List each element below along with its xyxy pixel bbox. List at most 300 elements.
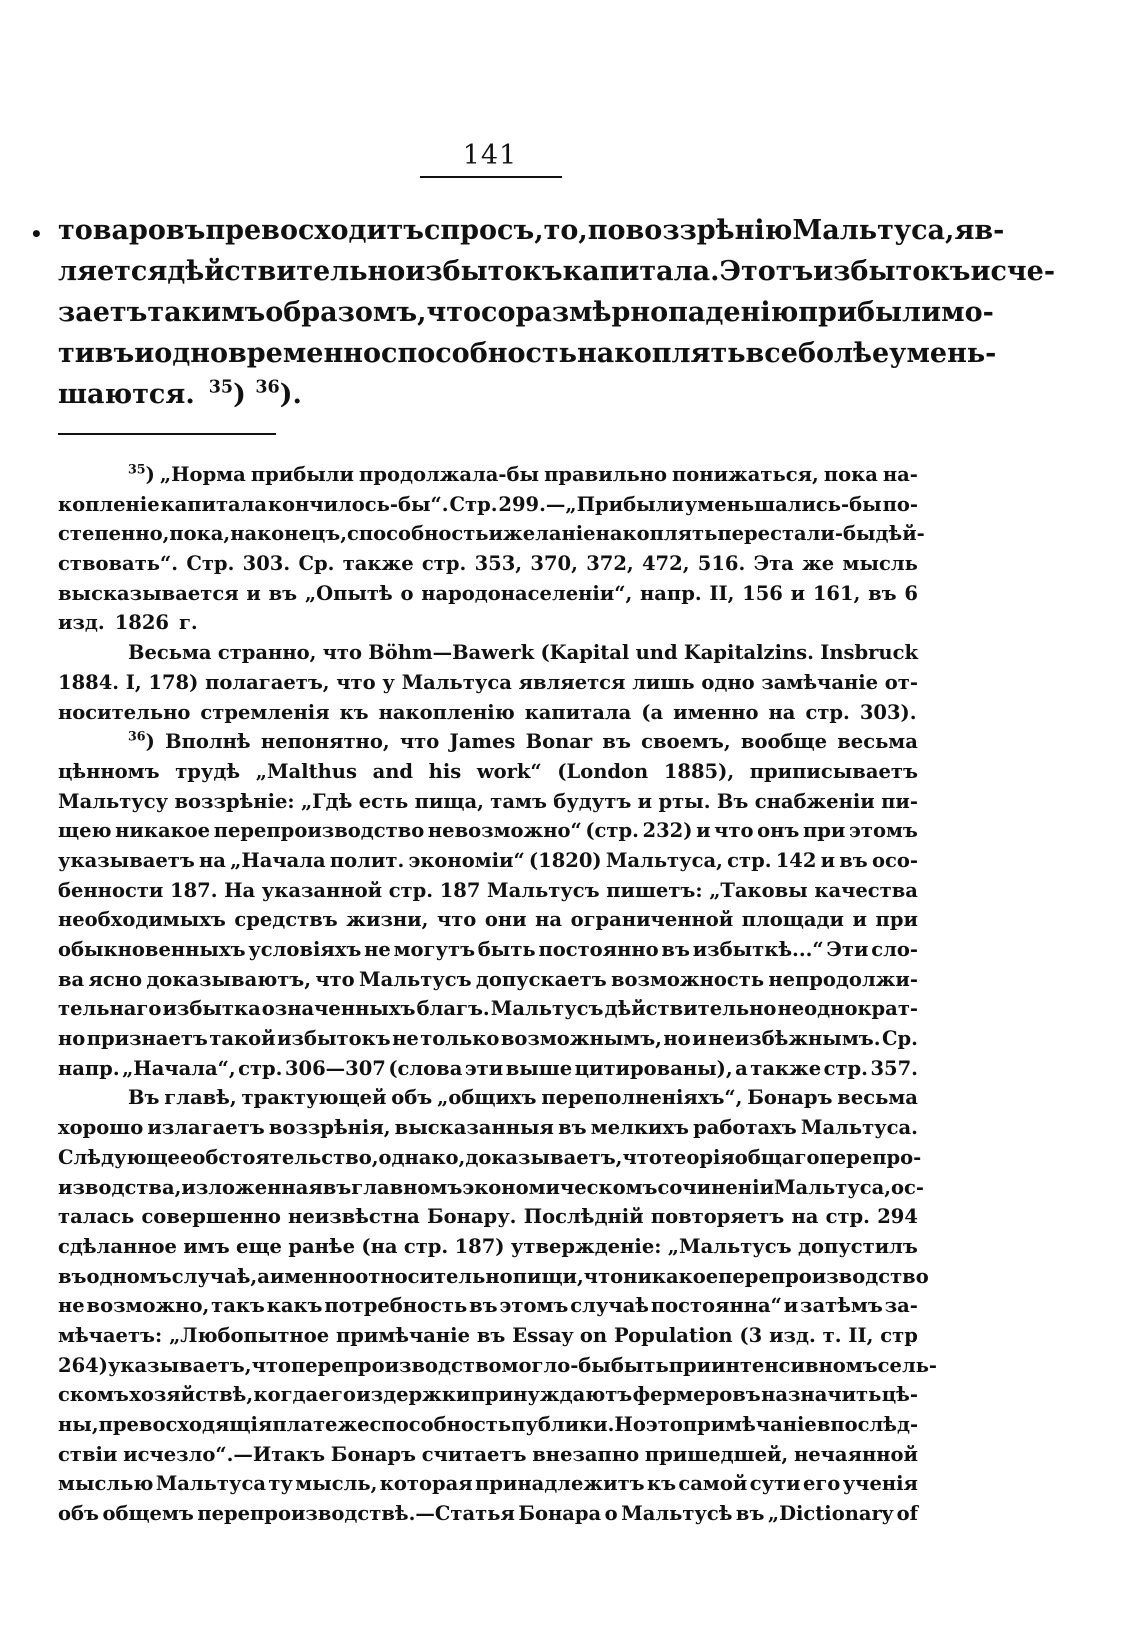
word: 6	[904, 581, 918, 605]
word: перепроизводство	[290, 1353, 502, 1377]
word: дѣйствительно	[167, 256, 406, 287]
word: же	[802, 552, 835, 576]
word: не	[392, 1027, 419, 1051]
word: Вполнѣ	[165, 730, 251, 754]
word: изложенная	[181, 1175, 323, 1199]
word: 156	[742, 581, 783, 605]
footnote-marker: 36	[128, 728, 146, 744]
word: 1884.	[58, 670, 120, 694]
word: 303).	[859, 700, 917, 724]
word: примѣчаніе	[335, 1323, 470, 1347]
word: тельнаго	[58, 997, 162, 1021]
word: 516.	[697, 552, 746, 576]
word: на	[535, 908, 563, 932]
word: средствъ	[234, 908, 338, 932]
word: какъ	[266, 1294, 323, 1318]
word: нечаянной	[793, 1442, 918, 1466]
word: наконецъ,	[230, 522, 348, 546]
word: избытокъ	[813, 256, 971, 287]
word: допускаетъ	[475, 967, 607, 991]
word: качества	[814, 878, 918, 902]
footnote-line	[58, 1232, 918, 1262]
word: платежеспособность	[272, 1413, 512, 1436]
word: Бонара	[518, 1502, 602, 1526]
word: т.	[822, 1323, 842, 1347]
word: въ	[469, 1294, 498, 1318]
footnote-line	[58, 490, 918, 520]
word: II,	[848, 1323, 874, 1347]
footnote-line	[58, 1499, 918, 1529]
word: превосходитъ	[205, 215, 424, 246]
word: но	[58, 1027, 86, 1051]
word: яв-	[954, 215, 1005, 246]
main-text-line	[58, 251, 1056, 292]
word: потребность	[324, 1294, 468, 1318]
word: замѣчаніе	[761, 670, 879, 694]
word: накопленію	[378, 700, 515, 724]
word: прибыли	[250, 463, 354, 486]
word: въ	[735, 1502, 765, 1526]
word: никакое	[115, 819, 211, 843]
word: лишь	[632, 670, 695, 694]
word: На	[224, 878, 256, 902]
word: стр.	[403, 1234, 449, 1258]
footnotes	[58, 460, 938, 1529]
word: 372,	[586, 552, 634, 576]
word: 370,	[530, 552, 578, 576]
word: общаго	[734, 1145, 820, 1169]
word: понижаться,	[672, 463, 819, 486]
word: ограниченной	[570, 908, 734, 932]
word: въ	[58, 1264, 87, 1288]
word: 142	[775, 848, 817, 872]
footnote-line	[58, 1469, 918, 1499]
footnote-line	[58, 549, 918, 579]
footnote-line	[58, 519, 925, 549]
word: 187.	[170, 878, 218, 902]
word: весьма	[837, 730, 918, 754]
footnote-line	[58, 638, 918, 668]
word: 303.	[242, 552, 291, 576]
word: излагаетъ	[147, 1116, 265, 1140]
word: пока,	[169, 522, 231, 546]
word: мо-	[941, 297, 994, 328]
word: при	[803, 819, 846, 843]
word: на	[199, 848, 226, 872]
word: Этотъ	[719, 256, 814, 287]
word: народонаселеніи“,	[421, 581, 633, 605]
word: бенности	[58, 878, 164, 902]
page-number-rule	[420, 176, 562, 178]
word: на	[791, 1205, 819, 1229]
word: ясно	[88, 967, 143, 991]
word: пишетъ:	[606, 878, 703, 902]
word: его	[802, 1472, 841, 1496]
word: 187	[439, 878, 481, 902]
word: что	[714, 819, 754, 843]
word: Эта	[753, 552, 794, 576]
word: тамъ	[490, 789, 547, 813]
word: которая	[379, 1472, 473, 1496]
word: внезапно	[532, 1442, 640, 1466]
word: выше	[505, 1056, 573, 1080]
word: стр.	[421, 552, 467, 576]
word: Послѣдній	[523, 1205, 644, 1229]
word: не	[364, 938, 391, 961]
footnote-line	[58, 787, 918, 817]
word: при	[668, 1353, 712, 1377]
word: неизвѣстна	[288, 1205, 420, 1229]
word: носительно	[58, 700, 191, 724]
word: полит.	[329, 848, 405, 872]
word: James	[449, 730, 516, 754]
word: ос-	[891, 1175, 925, 1199]
word: эти	[464, 1056, 504, 1080]
word: „Начала“,	[122, 1056, 236, 1080]
word: жизни,	[346, 908, 429, 932]
word: сель-	[877, 1353, 938, 1377]
word: способность	[347, 522, 489, 546]
word: снабженіи	[754, 789, 875, 813]
word: главномъ	[351, 1175, 463, 1199]
footnote-ref-36: 36	[255, 377, 280, 398]
footnote-line	[58, 1054, 918, 1084]
word: въ	[558, 1116, 587, 1140]
word: Ср.	[881, 1027, 918, 1051]
word: на	[768, 700, 796, 724]
word: цитированы),	[574, 1056, 733, 1080]
word: Essay	[512, 1323, 574, 1347]
word: обстоятельство,	[192, 1145, 379, 1169]
word: накоплять	[595, 522, 718, 546]
word: изводства,	[58, 1175, 182, 1199]
word: по-	[882, 492, 918, 516]
word: стр.	[823, 1056, 868, 1080]
word: является	[518, 670, 626, 694]
word: объ	[58, 1502, 99, 1526]
footnote-line	[58, 579, 918, 609]
page-number: 141	[462, 140, 518, 171]
word: въ	[661, 938, 690, 961]
footnote-line	[58, 1173, 925, 1203]
word: самой	[678, 1472, 748, 1496]
word: но	[663, 1027, 691, 1051]
word: работахъ	[693, 1116, 797, 1140]
word: и	[790, 581, 806, 605]
word: избытокъ	[277, 1027, 391, 1051]
word: экономіи“	[408, 848, 525, 872]
word: 294	[877, 1205, 918, 1229]
word: одномъ	[86, 1264, 172, 1288]
word: обыкновенныхъ	[58, 938, 246, 961]
word: 1826	[114, 611, 169, 635]
word: указанной	[261, 878, 383, 902]
word: осо-	[871, 848, 918, 872]
word: пришедшей,	[644, 1442, 789, 1466]
word: быть	[477, 938, 536, 961]
word: „Dictionary	[767, 1502, 894, 1526]
word: доказываетъ,	[465, 1145, 623, 1169]
word: Въ	[128, 1086, 160, 1110]
word: болѣе	[797, 338, 890, 369]
word: Мальтусѣ	[621, 1502, 733, 1526]
word: а	[735, 1056, 748, 1080]
word: необходимыхъ	[58, 908, 226, 932]
word: фермеровъ	[632, 1383, 761, 1407]
word: 472,	[641, 552, 690, 576]
word: а	[257, 1264, 270, 1288]
word: 264)	[58, 1353, 108, 1377]
word: капитала	[160, 492, 268, 516]
word: что	[622, 1145, 662, 1169]
word: степенно,	[58, 522, 170, 546]
word: своемъ,	[641, 730, 731, 754]
word: и	[134, 338, 155, 369]
word: превосходящія	[98, 1413, 273, 1436]
main-paragraph	[58, 210, 1056, 415]
word: Population	[613, 1323, 733, 1347]
word: публики.	[511, 1413, 615, 1436]
word: постоянна“	[650, 1294, 782, 1318]
word: изд.	[58, 611, 105, 635]
footnote-marker: 35	[128, 461, 146, 477]
footnote-line	[58, 1083, 918, 1113]
word: Но	[614, 1413, 646, 1436]
word: возможно,	[86, 1294, 210, 1318]
word: пи-	[881, 789, 918, 813]
word: считаетъ	[421, 1442, 527, 1466]
word: въ	[602, 730, 631, 754]
word: что	[583, 1264, 624, 1288]
word: капитала.	[562, 256, 720, 287]
word: не	[58, 1294, 85, 1318]
word: цѣнномъ	[58, 759, 160, 783]
word: Мальтуса.	[800, 1116, 918, 1140]
footnote-line	[58, 1113, 918, 1143]
word: „Гдѣ	[300, 789, 353, 813]
footnote-line	[58, 1024, 918, 1054]
word: такъ	[211, 1294, 265, 1318]
word: о	[400, 581, 414, 605]
word: (стр.	[585, 819, 639, 843]
word: именно	[673, 700, 759, 724]
footnote-line	[58, 1202, 918, 1232]
word: (слова	[388, 1056, 463, 1080]
word: от-	[884, 670, 918, 694]
word: Мальтуса	[401, 670, 512, 694]
word: II,	[709, 581, 735, 605]
word: Мальтусъ	[358, 967, 472, 991]
word: уменьшались-бы	[684, 492, 882, 516]
word: паденію	[668, 297, 799, 328]
word: трудѣ	[175, 759, 241, 783]
word: также	[342, 552, 414, 576]
word: что	[399, 730, 440, 754]
footnote-line	[58, 460, 918, 490]
word: въ	[476, 1323, 506, 1347]
closing-punct: ).	[279, 379, 302, 410]
word: главѣ,	[164, 1086, 237, 1110]
word: 161,	[812, 581, 861, 605]
word: 232)	[642, 819, 693, 843]
word: соразмѣрно	[481, 297, 669, 328]
word: условіяхъ	[248, 938, 362, 961]
word: этомъ	[499, 1294, 569, 1318]
word: что	[336, 670, 376, 694]
word: Ср.	[298, 552, 335, 576]
word: цѣ-	[881, 1383, 918, 1407]
word: у	[382, 670, 395, 694]
word: „Malthus	[255, 759, 357, 783]
word: избытокъ	[405, 256, 563, 287]
footnote-line	[58, 727, 918, 757]
word: образомъ,	[265, 297, 427, 328]
word: рты.	[658, 789, 711, 813]
word: когда	[253, 1383, 319, 1407]
word: мысль	[842, 552, 918, 576]
word: сути	[749, 1472, 801, 1496]
word: интенсивномъ	[711, 1353, 878, 1377]
word: за-	[884, 1294, 918, 1318]
word: въ	[322, 1175, 352, 1199]
word: ны,	[58, 1413, 99, 1436]
word: and	[372, 759, 414, 783]
word: именно	[269, 1264, 356, 1288]
word: ствовать“.	[58, 552, 179, 576]
word: (на	[361, 1234, 398, 1258]
word: щею	[58, 819, 112, 843]
footnote-line	[58, 698, 918, 728]
word: накоплять	[576, 338, 746, 369]
word: правильно	[544, 463, 667, 486]
word: мысль,	[295, 1472, 378, 1496]
word: тивъ	[58, 338, 135, 369]
word: непонятно,	[260, 730, 390, 754]
word: этомъ	[849, 819, 918, 843]
word: исчезло“.—Итакъ	[123, 1442, 326, 1466]
footnote-line	[58, 816, 918, 846]
word: ляется	[58, 256, 168, 287]
word: товаровъ	[58, 215, 206, 246]
word: высказывается	[58, 581, 239, 605]
word: и	[820, 848, 836, 872]
word: воззрѣніе:	[174, 789, 295, 813]
word: мыслью	[58, 1472, 154, 1496]
word: хозяйствѣ,	[129, 1383, 254, 1407]
word: общемъ	[102, 1502, 194, 1526]
word: приписываетъ	[749, 759, 918, 783]
word: случаѣ	[570, 1294, 649, 1318]
word: ранѣе	[288, 1234, 355, 1258]
word: заетъ	[58, 297, 148, 328]
word: спросъ,	[423, 215, 544, 246]
word: никакое	[623, 1264, 719, 1288]
word: his	[428, 759, 462, 783]
word: вообще	[740, 730, 827, 754]
word: пища,	[414, 789, 484, 813]
word: это	[645, 1413, 683, 1436]
word: Мальтуса,	[605, 848, 723, 872]
word: постоянно	[538, 938, 659, 961]
word: къ	[339, 700, 369, 724]
word: талась	[58, 1205, 135, 1229]
word: указываетъ,	[107, 1353, 252, 1377]
word: быть	[610, 1353, 669, 1377]
word: I,	[125, 670, 142, 694]
word: въ	[868, 581, 897, 605]
footnote-references: $^{35}$) $^{36}$).	[208, 377, 302, 410]
word: прибыли	[798, 297, 942, 328]
word: дѣйствительно	[604, 997, 777, 1021]
word: невозможно“	[427, 819, 582, 843]
word: одновременно	[154, 338, 382, 369]
word: шаются.	[58, 379, 195, 410]
word: что	[315, 967, 355, 991]
word: такой	[209, 1027, 276, 1051]
word: „Норма	[159, 463, 246, 486]
word: Слѣдующее	[58, 1145, 193, 1169]
word: и	[852, 908, 868, 932]
word: неизбѣжнымъ.	[708, 1027, 881, 1051]
word: имъ	[183, 1234, 230, 1258]
word: продолжала-бы	[359, 463, 540, 486]
word: его	[318, 1383, 356, 1407]
word: стр.	[805, 700, 850, 724]
footnote-line	[58, 876, 918, 906]
word: теорія	[661, 1145, 735, 1169]
word: что	[436, 908, 477, 932]
word: еще	[236, 1234, 282, 1258]
word: „Таковы	[709, 878, 808, 902]
word: принадлежитъ	[475, 1472, 645, 1496]
word: (1820)	[528, 848, 602, 872]
word: перепро-	[819, 1145, 922, 1169]
word: стр.	[825, 1205, 870, 1229]
word: скомъ	[58, 1383, 129, 1407]
word: способность	[381, 338, 577, 369]
word: могутъ	[393, 938, 476, 961]
word: „общихъ	[437, 1086, 537, 1110]
word: объ	[391, 1086, 433, 1110]
word: непродолжи-	[768, 967, 918, 991]
word: 1885),	[663, 759, 735, 783]
word: принуждаютъ	[470, 1383, 633, 1407]
footnote-line	[58, 994, 918, 1024]
word: стр	[880, 1323, 918, 1347]
word: избытка	[162, 997, 261, 1021]
word: къ	[647, 1472, 677, 1496]
word: сочиненіи	[657, 1175, 774, 1199]
word: утвержденіе:	[510, 1234, 662, 1258]
word: перепроизводствѣ.—Статья	[197, 1502, 515, 1526]
word: 178)	[148, 670, 199, 694]
word: (3	[739, 1323, 763, 1347]
word: что	[322, 641, 363, 665]
word: Стр.	[449, 492, 498, 516]
word: „Мальтусъ	[667, 1234, 792, 1258]
word: избыткѣ...“	[692, 938, 824, 961]
footnote-line	[58, 965, 918, 995]
word: на-	[882, 463, 918, 486]
word: ту	[268, 1472, 293, 1496]
word: возможнымъ,	[500, 1027, 662, 1051]
word: Бонаръ	[747, 1086, 833, 1110]
word: Bonar	[525, 730, 593, 754]
word: воззрѣнію	[625, 215, 793, 246]
word: и	[783, 1294, 799, 1318]
word: назначить	[761, 1383, 882, 1407]
word: все	[745, 338, 798, 369]
